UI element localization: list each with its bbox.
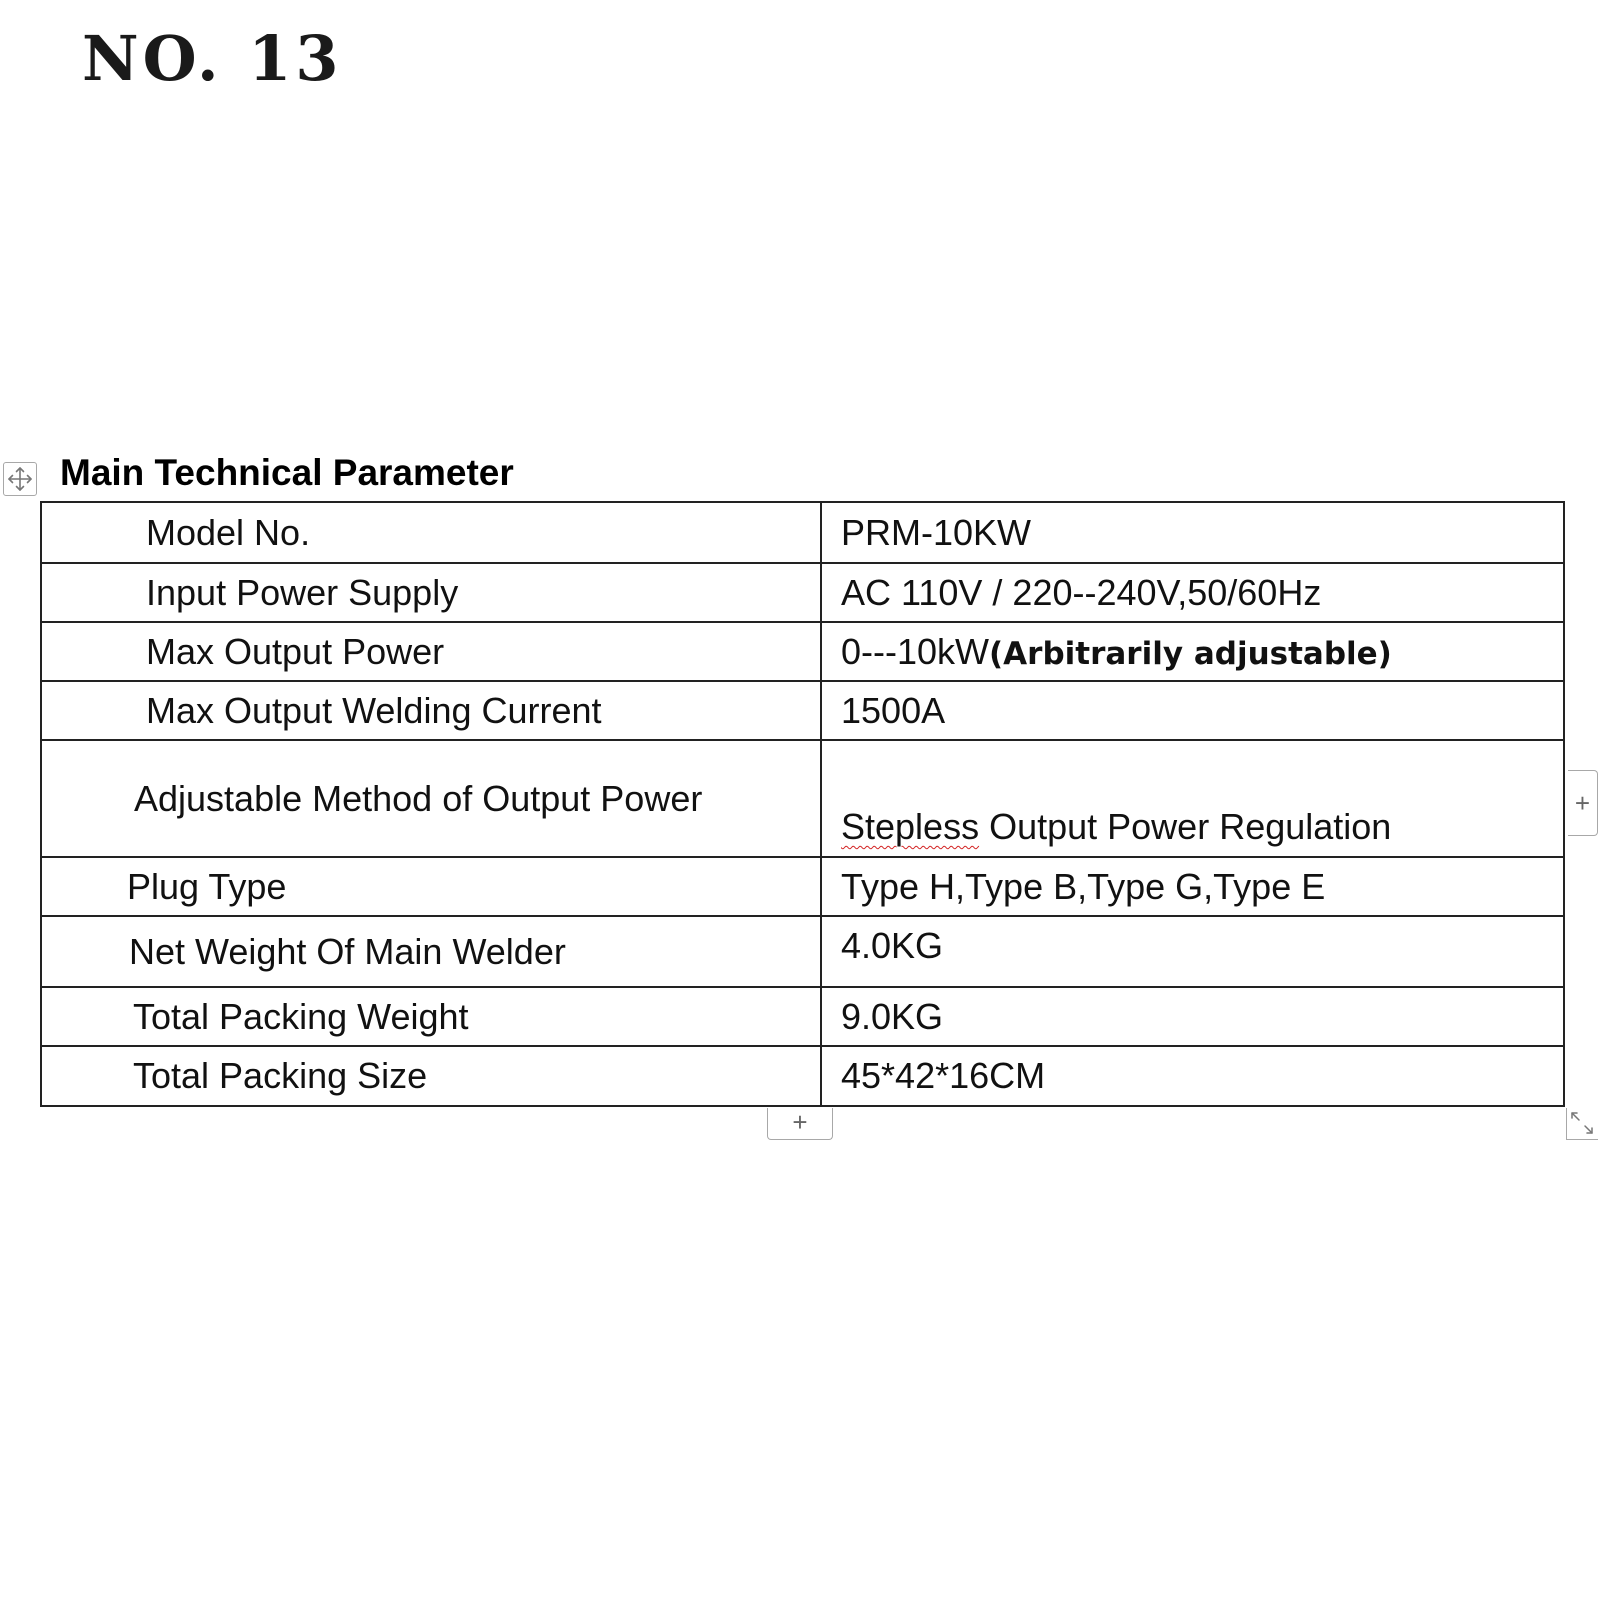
param-value[interactable]: AC 110V / 220--240V,50/60Hz bbox=[821, 563, 1564, 622]
param-label[interactable]: Max Output Power bbox=[41, 622, 821, 681]
param-value-cell[interactable] bbox=[821, 740, 1564, 857]
table-row bbox=[41, 502, 1564, 563]
param-value[interactable]: 9.0KG bbox=[821, 987, 1564, 1046]
param-value[interactable]: 1500A bbox=[821, 681, 1564, 740]
param-label[interactable]: Input Power Supply bbox=[41, 563, 821, 622]
param-value: 0---10kW bbox=[841, 630, 990, 672]
plus-icon: + bbox=[792, 1107, 808, 1137]
spellcheck-marked-word[interactable]: Stepless bbox=[841, 806, 980, 847]
param-value[interactable]: 45*42*16CM bbox=[821, 1046, 1564, 1106]
table-move-handle[interactable] bbox=[3, 462, 37, 496]
param-label[interactable]: Max Output Welding Current bbox=[41, 681, 821, 740]
table-row bbox=[41, 740, 1564, 857]
add-column-button[interactable] bbox=[1568, 770, 1598, 836]
param-value: Output Power Regulation bbox=[979, 806, 1392, 847]
resize-diagonal-icon bbox=[1567, 1108, 1597, 1138]
table-row bbox=[41, 857, 1564, 916]
document-number-title: NO. 13 bbox=[82, 22, 343, 95]
param-value[interactable]: PRM-10KW bbox=[821, 502, 1564, 563]
table-row bbox=[41, 563, 1564, 622]
table-heading: Main Technical Parameter bbox=[60, 452, 514, 493]
param-value-note: (Arbitrarily adjustable) bbox=[989, 635, 1392, 672]
table-row bbox=[41, 987, 1564, 1046]
table-row bbox=[41, 681, 1564, 740]
param-value[interactable]: 4.0KG bbox=[821, 916, 1564, 987]
technical-parameter-table bbox=[40, 501, 1565, 1107]
table-row bbox=[41, 622, 1564, 681]
param-label[interactable]: Total Packing Weight bbox=[41, 987, 821, 1046]
param-label[interactable]: Net Weight Of Main Welder bbox=[41, 916, 821, 987]
add-row-button[interactable] bbox=[767, 1108, 833, 1140]
move-arrows-icon bbox=[4, 463, 36, 495]
param-value[interactable]: Type H,Type B,Type G,Type E bbox=[821, 857, 1564, 916]
table-resize-handle[interactable] bbox=[1566, 1108, 1598, 1140]
plus-icon: + bbox=[1574, 788, 1591, 818]
param-label[interactable]: Adjustable Method of Output Power bbox=[41, 740, 821, 857]
param-label[interactable]: Total Packing Size bbox=[41, 1046, 821, 1106]
param-value-cell[interactable] bbox=[821, 622, 1564, 681]
table-row bbox=[41, 1046, 1564, 1106]
table-row bbox=[41, 916, 1564, 987]
param-label[interactable]: Plug Type bbox=[41, 857, 821, 916]
param-label[interactable]: Model No. bbox=[41, 502, 821, 563]
